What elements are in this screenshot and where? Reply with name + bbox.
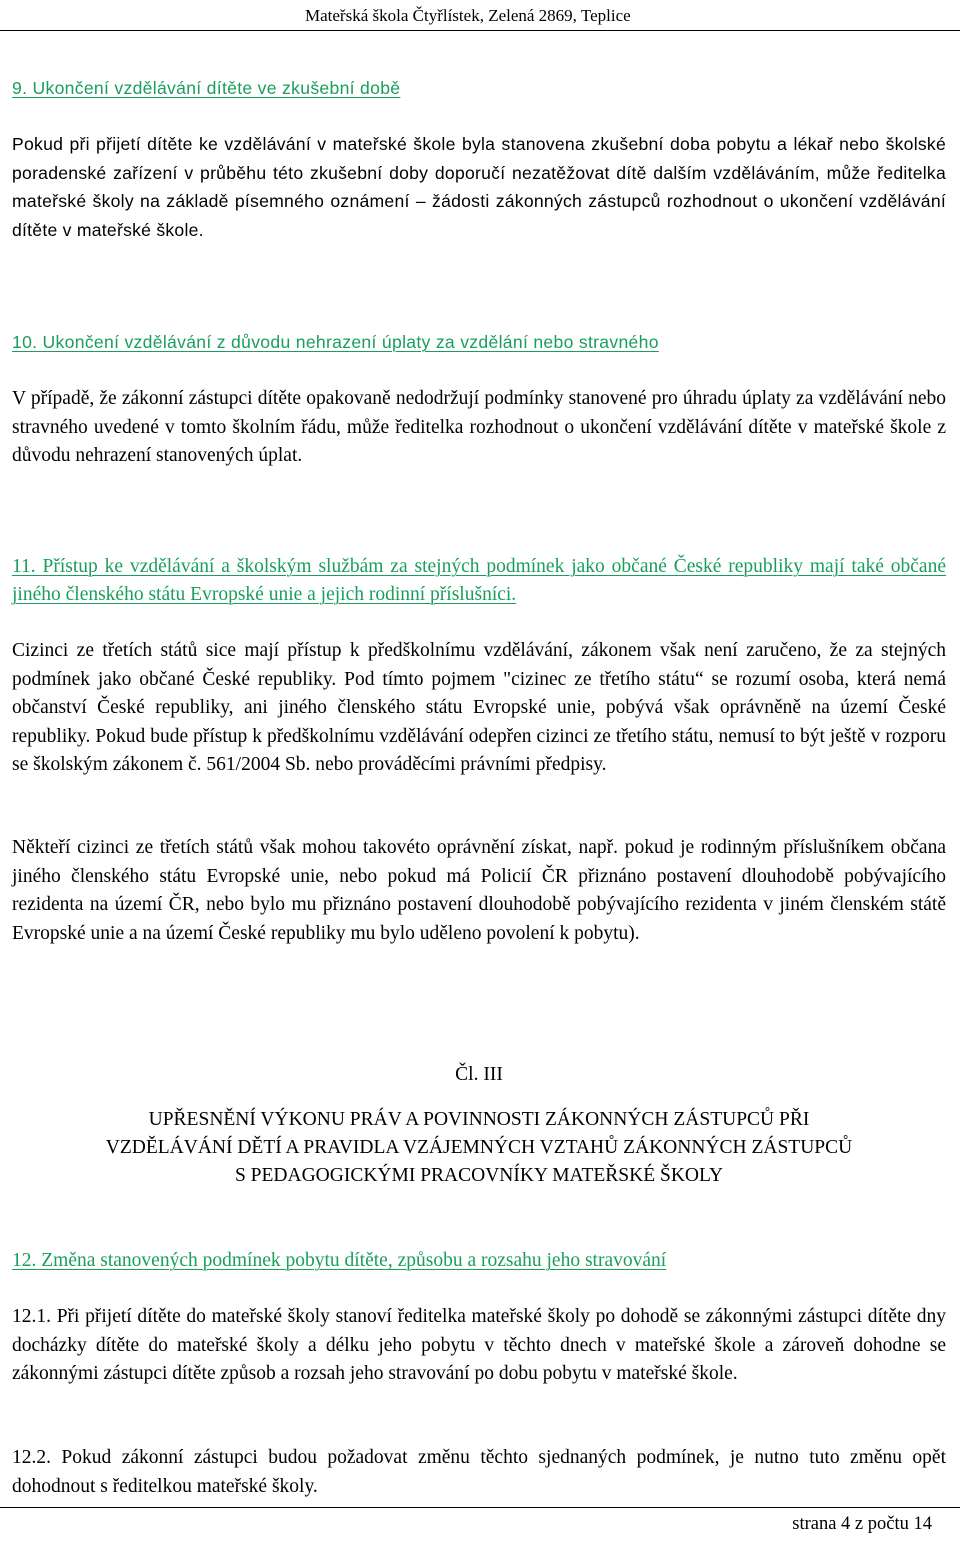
section-10-heading: 10. Ukončení vzdělávání z důvodu nehrazení úplaty za vzdělání nebo stravného: [12, 332, 659, 352]
page-footer: [0, 1507, 960, 1542]
page-number: strana 4 z počtu 14: [792, 1514, 932, 1534]
section-12-heading: 12. Změna stanovených podmínek pobytu dítěte, způsobu a rozsahu jeho stravování: [12, 1250, 667, 1271]
section-12-1-paragraph: 12.1. Při přijetí dítěte do mateřské školy stanoví ředitelka mateřské školy po dohodě se zákonnými zástupci dítěte dny docházky dítěte do mateřské školy a délku jeho pobytu v těchto dnech v mateřské škole a zároveň dohodne se zákonnými zástupci dítěte způsob a rozsah jeho stravování po dobu pobytu v mateřské škole.: [12, 1306, 946, 1384]
section-11-paragraph-1: Cizinci ze třetích států sice mají přístup k předškolnímu vzdělávání, zákonem však není zaručeno, že za stejných podmínek jako občané České republiky. Pod tímto pojmem "cizinec ze třetího státu“ se rozumí osoba, která nemá občanství České republiky, ani jiného členského státu Evropské unie, pobývá však oprávněně na území České republiky. Pokud bude přístup k předškolnímu vzdělávání odepřen cizinci ze třetího státu, nemusí to být ještě v rozporu se školským zákonem č. 561/2004 Sb. nebo prováděcími právními předpisy.: [12, 640, 946, 775]
page-header: [0, 0, 960, 31]
section-11-heading: 11. Přístup ke vzdělávání a školským službám za stejných podmínek jako občané České republiky mají také občané jiného členského státu Evropské unie a jejich rodinní příslušníci.: [12, 556, 946, 605]
article-title-line-3: S PEDAGOGICKÝMI PRACOVNÍKY MATEŘSKÉ ŠKOLY: [234, 1165, 724, 1186]
section-9-heading: 9. Ukončení vzdělávání dítěte ve zkušební době: [12, 78, 401, 98]
article-number: Čl. III: [455, 1064, 503, 1085]
section-11-paragraph-2: Někteří cizinci ze třetích států však mohou takovéto oprávnění získat, např. pokud je rodinným příslušníkem občana jiného členského státu Evropské unie, nebo pokud má Policií ČR přiznáno postavení dlouhodobě pobývajícího rezidenta na území ČR, nebo bylo mu přiznáno postavení dlouhodobě pobývajícího rezidenta v jiném členském státě Evropské unie a na území České republiky mu bylo uděleno povolení k pobytu).: [12, 837, 946, 944]
header-title: Mateřská škola Čtyřlístek, Zelená 2869, Teplice: [305, 6, 631, 25]
section-10-paragraph: V případě, že zákonní zástupci dítěte opakovaně nedodržují podmínky stanovené pro úhradu úplaty za vzdělávání nebo stravného uvedené v tomto školním řádu, může ředitelka rozhodnout o ukončení vzdělávání dítěte v mateřské škole z důvodu nehrazení stanovených úplat.: [12, 388, 946, 466]
section-9-paragraph: Pokud při přijetí dítěte ke vzdělávání v mateřské škole byla stanovena zkušební doba pobytu a lékař nebo školské poradenské zařízení v průběhu této zkušební doby doporučí nezatěžovat dítě dalším vzděláváním, může ředitelka mateřské školy na základě písemného oznámení – žádosti zákonných zástupců rozhodnout o ukončení vzdělávání dítěte v mateřské škole.: [12, 134, 946, 240]
article-title-line-2: VZDĚLÁVÁNÍ DĚTÍ A PRAVIDLA VZÁJEMNÝCH VZTAHŮ ZÁKONNÝCH ZÁSTUPCŮ: [105, 1137, 853, 1158]
article-title-line-1: UPŘESNĚNÍ VÝKONU PRÁV A POVINNOSTI ZÁKONNÝCH ZÁSTUPCŮ PŘI: [148, 1109, 810, 1130]
section-12-2-paragraph: 12.2. Pokud zákonní zástupci budou požadovat změnu těchto sjednaných podmínek, je nutno tuto změnu opět dohodnout s ředitelkou mateřské školy.: [12, 1447, 946, 1497]
